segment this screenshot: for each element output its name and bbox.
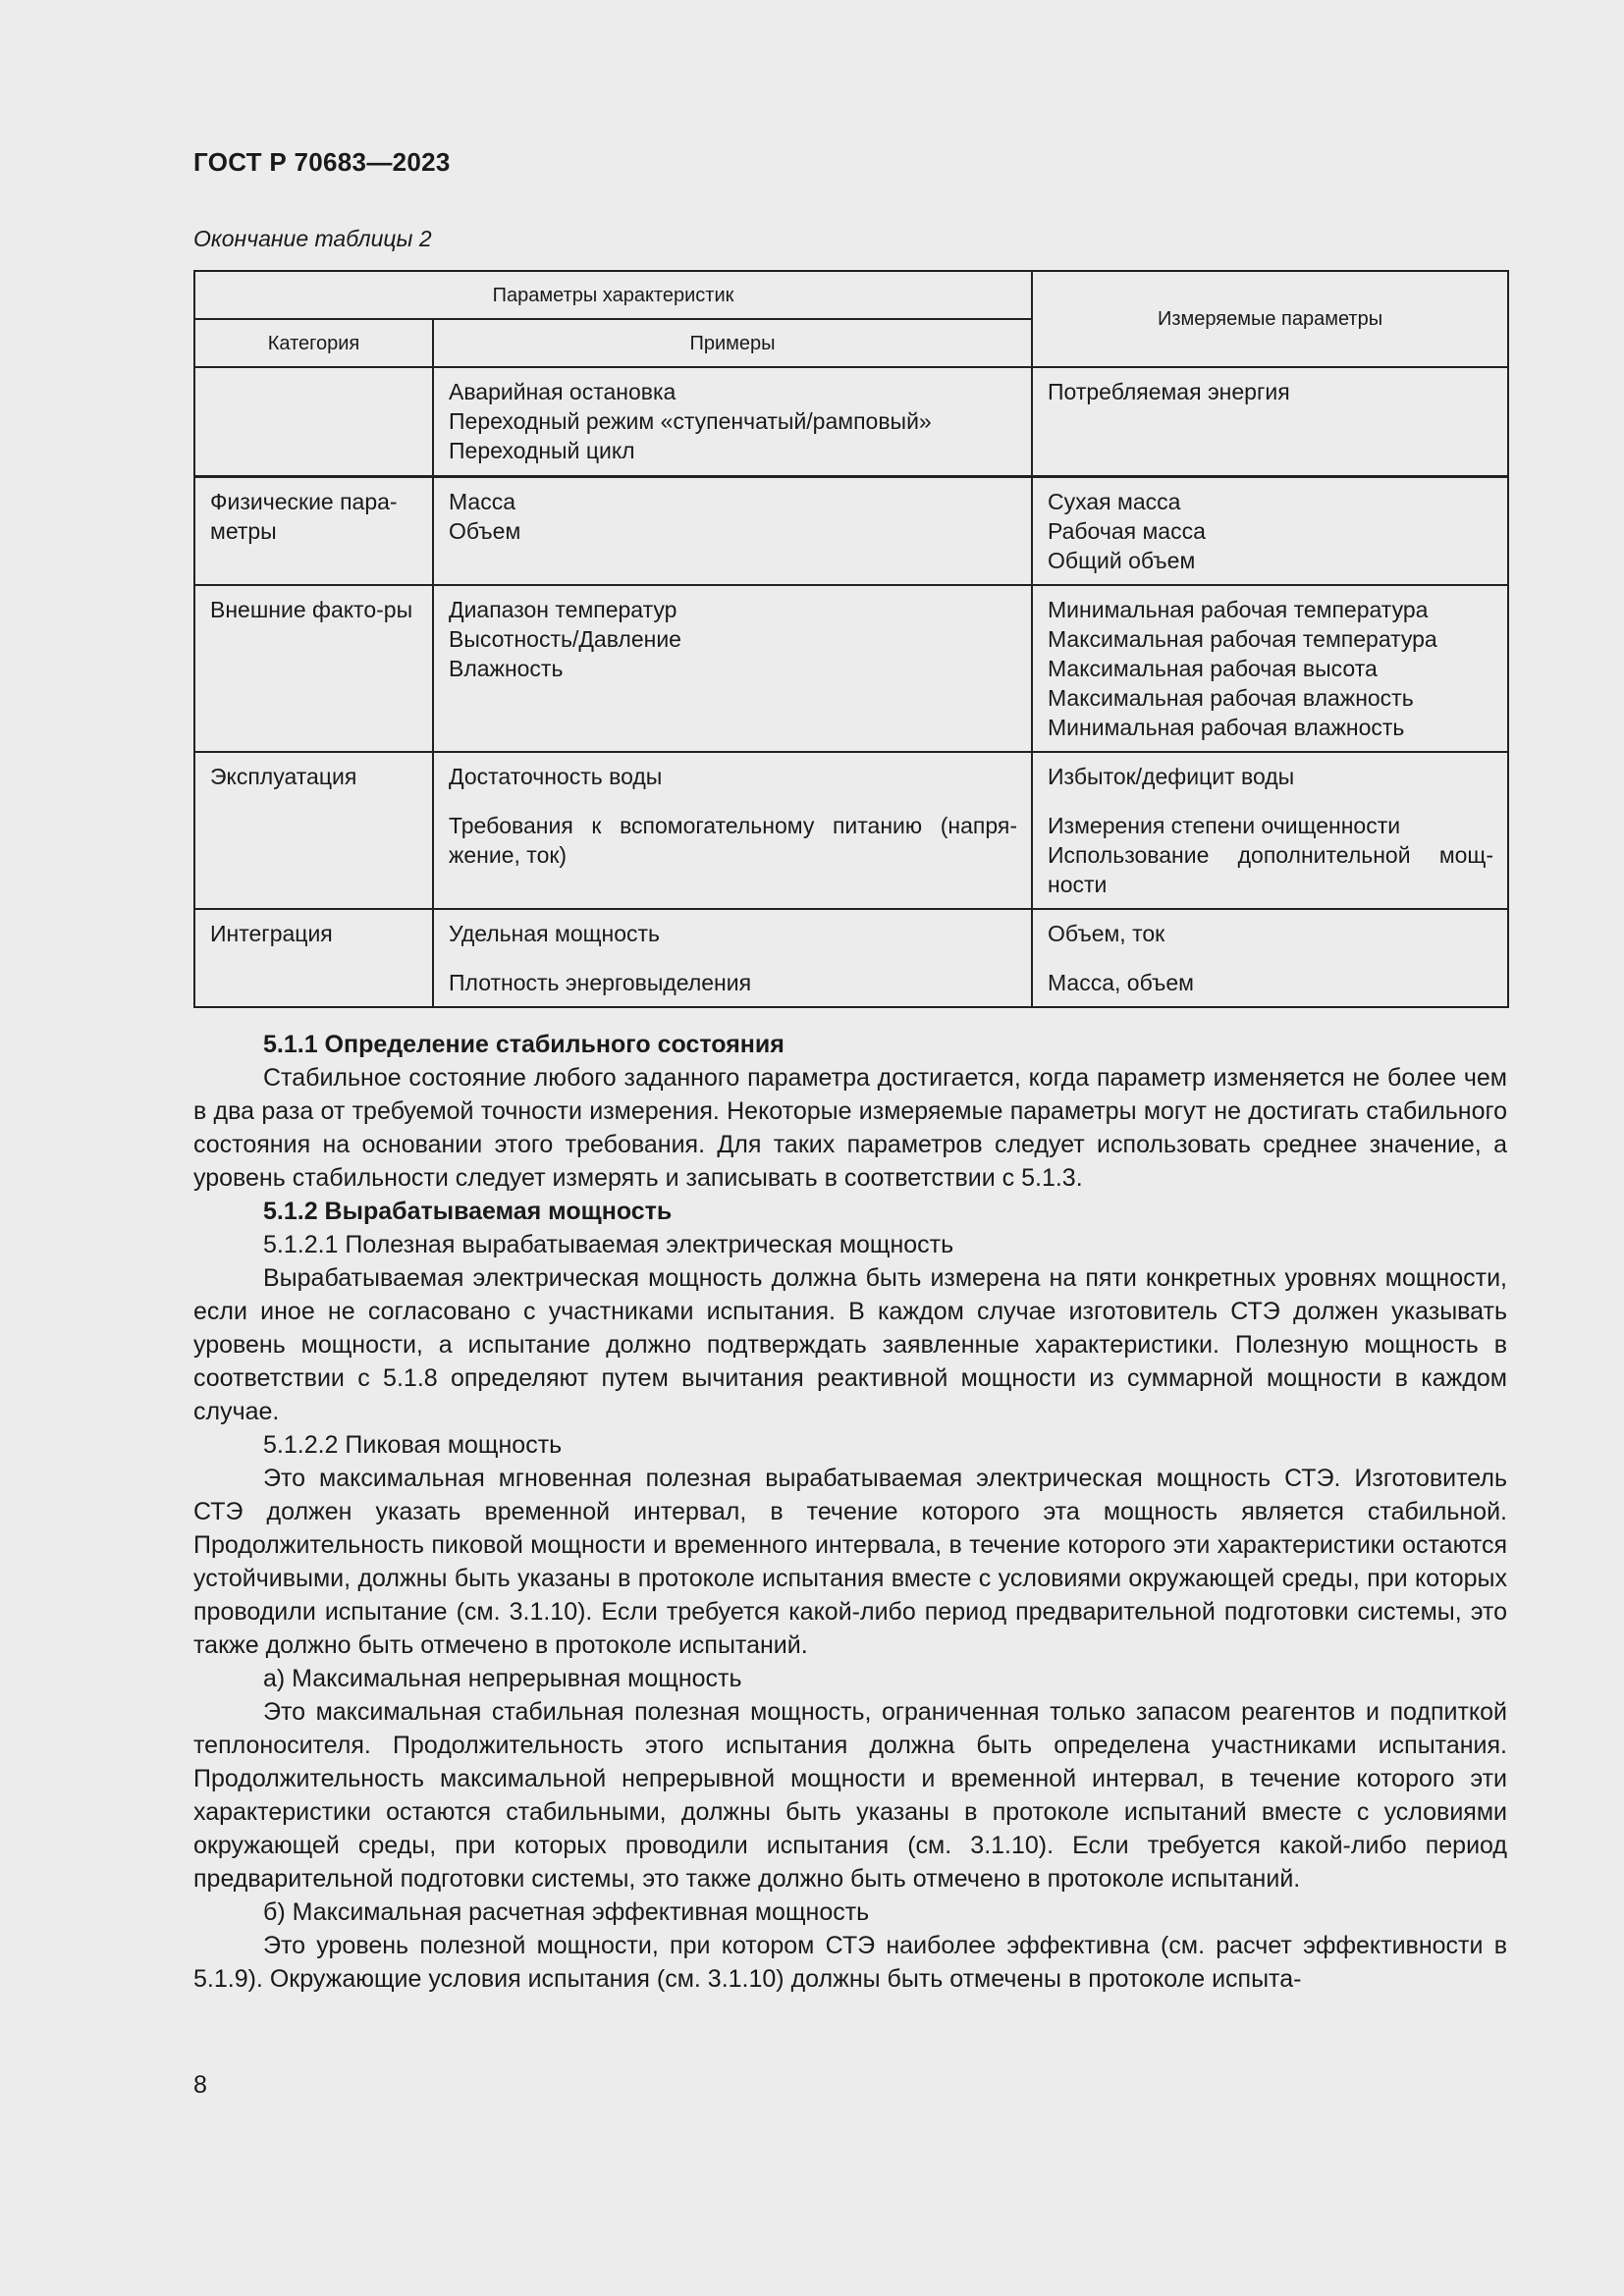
example-item: Высотность/Давление [449,625,681,652]
measured-item: Измерения степени очищенности [1048,812,1401,838]
measured-item: Объем, ток [1048,920,1165,946]
category-cell: Физические пара-метры [194,476,433,585]
example-item: Требования к вспомогательному питанию (напря-жение, ток) [449,812,1018,868]
measured-item: Рабочая масса [1048,517,1206,544]
subsection-title: 5.1.2.1 Полезная вырабатываемая электрическая мощность [263,1231,954,1258]
section-heading: 5.1.2 Вырабатываемая мощность [263,1198,673,1225]
section-heading: 5.1.1 Определение стабильного состояния [263,1031,785,1058]
table-row [194,585,1508,752]
measured-item: Общий объем [1048,547,1196,573]
header-examples-cell: Примеры [433,319,1032,367]
table-row [194,909,1508,1007]
category-cell: Эксплуатация [194,752,433,909]
header-category-cell: Категория [194,319,433,367]
header-measured-cell: Измеряемые параметры [1032,271,1508,367]
measured-item: Максимальная рабочая температура [1048,625,1437,652]
table-caption: Окончание таблицы 2 [193,226,432,251]
example-item: Удельная мощность [449,920,661,946]
category-cell [194,367,433,476]
example-item: Аварийная остановка [449,379,677,404]
examples-cell [433,367,1032,476]
example-item: Достаточность воды [449,763,663,789]
table-header-row [194,271,1508,319]
measured-item: Максимальная рабочая высота [1048,655,1378,681]
paragraph: Это максимальная мгновенная полезная вырабатываемая электрическая мощность СТЭ. Изготовитель СТЭ должен указать временной интервал, в течение которого эта мощность является стабильной. Продолжительность пиковой мощности и временного интервала, в течение которого эти характеристики остаются устойчивыми, должны быть указаны в протоколе испытания вместе с условиями окружающей среды, при которых проводили испытание (см. 3.1.10). Если требуется какой-либо период предварительной подготовки системы, это также должно быть отмечено в протоколе испытаний. [193,1465,1507,1659]
header-group-cell: Параметры характеристик [194,271,1032,319]
measured-item: Минимальная рабочая температура [1048,596,1429,622]
measured-item: Масса, объем [1048,969,1194,995]
body-text [193,1028,1507,1996]
example-item: Масса [449,488,516,514]
example-item: Плотность энерговыделения [449,969,752,995]
measured-item: Сухая масса [1048,488,1181,514]
category-cell: Внешние факто-ры [194,585,433,752]
list-item-title: б) Максимальная расчетная эффективная мощность [263,1898,870,1926]
document-code: ГОСТ Р 70683—2023 [193,147,451,177]
table-row [194,752,1508,909]
measured-item: Избыток/дефицит воды [1048,763,1295,789]
example-item: Объем [449,517,521,544]
measured-cell [1032,585,1508,752]
subsection-title: 5.1.2.2 Пиковая мощность [263,1431,563,1459]
paragraph: Это максимальная стабильная полезная мощность, ограниченная только запасом реагентов и подпиткой теплоносителя. Продолжительность этого испытания должна быть определена участниками испытания. Продолжительность максимальной непрерывной мощности и временной интервал, в течение которого эти характеристики остаются стабильными, должны быть указаны в протоколе испытаний вместе с условиями окружающей среды, при которых проводили испытания (см. 3.1.10). Если требуется какой-либо период предварительной подготовки системы, это также должно быть отмечено в протоколе испытаний. [193,1698,1507,1893]
examples-cell [433,585,1032,752]
category-cell: Интеграция [194,909,433,1007]
measured-cell [1032,752,1508,909]
measured-item: Максимальная рабочая влажность [1048,684,1414,711]
example-item: Влажность [449,655,564,681]
measured-cell [1032,476,1508,585]
page-number: 8 [193,2071,207,2099]
example-item: Переходный режим «ступенчатый/рамповый» [449,408,932,434]
measured-item: Потребляемая энергия [1048,379,1290,404]
examples-cell [433,752,1032,909]
example-item: Переходный цикл [449,438,635,463]
paragraph: Стабильное состояние любого заданного параметра достигается, когда параметр изменяется не более чем в два раза от требуемой точности измерения. Некоторые измеряемые параметры могут не достигать стабильного состояния на основании этого требования. Для таких параметров следует использовать среднее значение, а уровень стабильности следует измерять и записывать в соответствии с 5.1.3. [193,1064,1507,1192]
paragraph: Вырабатываемая электрическая мощность должна быть измерена на пяти конкретных уровнях мощности, если иное не согласовано с участниками испытания. В каждом случае изготовитель СТЭ должен указывать уровень мощности, а испытание должно подтверждать заявленные характеристики. Полезную мощность в соответствии с 5.1.8 определяют путем вычитания реактивной мощности из суммарной мощности в каждом случае. [193,1264,1507,1425]
table-row [194,476,1508,585]
measured-cell [1032,909,1508,1007]
measured-cell [1032,367,1508,476]
parameters-table [193,270,1509,1008]
examples-cell [433,909,1032,1007]
paragraph: Это уровень полезной мощности, при котором СТЭ наиболее эффективна (см. расчет эффективности в 5.1.9). Окружающие условия испытания (см. 3.1.10) должны быть отмечены в протоколе испыта- [193,1932,1507,1993]
table-row [194,367,1508,476]
measured-item: Использование дополнительной мощ-ности [1048,841,1494,897]
examples-cell [433,476,1032,585]
list-item-title: а) Максимальная непрерывная мощность [263,1665,742,1692]
measured-item: Минимальная рабочая влажность [1048,714,1405,740]
example-item: Диапазон температур [449,596,677,622]
